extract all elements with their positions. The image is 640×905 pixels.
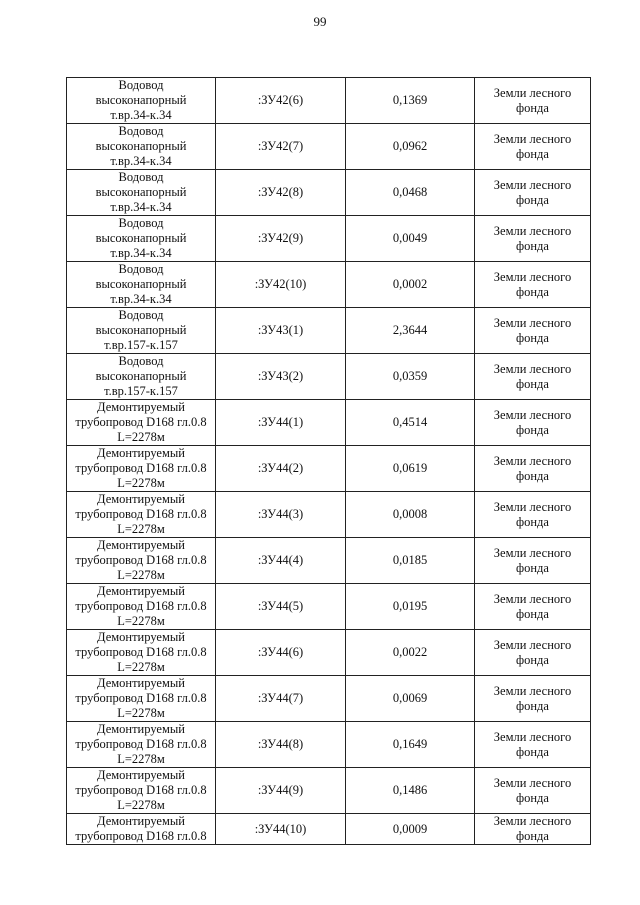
object-name-line: Демонтируемый — [97, 722, 185, 736]
object-name-line: Демонтируемый — [97, 538, 185, 552]
object-name-cell — [67, 676, 216, 722]
object-name-cell — [67, 492, 216, 538]
object-name-line: Демонтируемый — [97, 676, 185, 690]
object-name-line: высоконапорный — [95, 185, 187, 199]
object-name-cell — [67, 400, 216, 446]
land-category-cell — [475, 768, 591, 814]
object-name-line: Водовод — [118, 216, 164, 230]
land-category-cell — [475, 722, 591, 768]
object-name-cell — [67, 124, 216, 170]
land-category-line: фонда — [516, 652, 549, 667]
land-category-line: фонда — [516, 514, 549, 529]
object-name-line: высоконапорный — [95, 369, 187, 383]
area-cell: 0,1649 — [346, 722, 475, 768]
table-row — [67, 768, 591, 814]
land-category-line: Земли лесного — [493, 315, 572, 330]
land-category-line: фонда — [516, 284, 549, 299]
object-name-line: т.вр.34-к.34 — [110, 200, 172, 214]
object-name-cell — [67, 308, 216, 354]
object-name-line: L=2278м — [117, 476, 165, 490]
land-category-cell — [475, 630, 591, 676]
object-name-line: L=2278м — [117, 614, 165, 628]
object-name-line: Водовод — [118, 78, 164, 92]
area-cell: 0,4514 — [346, 400, 475, 446]
land-category-cell — [475, 676, 591, 722]
land-category-line: Земли лесного — [493, 361, 572, 376]
table-row — [67, 170, 591, 216]
table-row — [67, 446, 591, 492]
area-cell: 0,0359 — [346, 354, 475, 400]
object-name-line: т.вр.34-к.34 — [110, 154, 172, 168]
object-name-cell — [67, 262, 216, 308]
object-name-cell — [67, 768, 216, 814]
land-category-line: фонда — [516, 829, 549, 843]
object-name-cell — [67, 584, 216, 630]
table-row — [67, 814, 591, 845]
plot-code-cell: :ЗУ44(3) — [216, 492, 346, 538]
plot-code-cell: :ЗУ43(2) — [216, 354, 346, 400]
area-cell: 0,0049 — [346, 216, 475, 262]
object-name-line: т.вр.34-к.34 — [110, 292, 172, 306]
land-category-cell — [475, 124, 591, 170]
area-cell: 0,1369 — [346, 78, 475, 124]
object-name-cell — [67, 446, 216, 492]
plot-code-cell: :ЗУ44(7) — [216, 676, 346, 722]
object-name-line: Демонтируемый — [97, 584, 185, 598]
area-cell: 0,0002 — [346, 262, 475, 308]
land-category-line: фонда — [516, 560, 549, 575]
area-cell: 0,0009 — [346, 814, 475, 845]
land-category-line: Земли лесного — [493, 223, 572, 238]
object-name-line: трубопровод D168 гл.0.8 — [75, 691, 207, 705]
object-name-cell — [67, 216, 216, 262]
object-name-line: трубопровод D168 гл.0.8 — [75, 783, 207, 797]
object-name-line: трубопровод D168 гл.0.8 — [75, 553, 207, 567]
land-category-cell — [475, 354, 591, 400]
plot-code-cell: :ЗУ44(1) — [216, 400, 346, 446]
land-category-line: фонда — [516, 192, 549, 207]
land-category-line: Земли лесного — [493, 131, 572, 146]
plot-code-cell: :ЗУ42(6) — [216, 78, 346, 124]
object-name-line: трубопровод D168 гл.0.8 — [75, 829, 207, 843]
area-cell: 0,0195 — [346, 584, 475, 630]
land-category-cell — [475, 400, 591, 446]
object-name-line: Демонтируемый — [97, 446, 185, 460]
land-category-line: Земли лесного — [493, 591, 572, 606]
land-category-line: Земли лесного — [493, 499, 572, 514]
land-category-cell — [475, 446, 591, 492]
land-category-line: Земли лесного — [493, 814, 572, 828]
land-category-line: Земли лесного — [493, 269, 572, 284]
land-category-line: фонда — [516, 422, 549, 437]
object-name-line: L=2278м — [117, 522, 165, 536]
area-cell: 0,0069 — [346, 676, 475, 722]
land-plots-table — [66, 77, 591, 845]
object-name-line: Демонтируемый — [97, 630, 185, 644]
land-category-line: фонда — [516, 330, 549, 345]
object-name-line: высоконапорный — [95, 323, 187, 337]
object-name-line: трубопровод D168 гл.0.8 — [75, 415, 207, 429]
object-name-line: L=2278м — [117, 568, 165, 582]
object-name-line: Водовод — [118, 354, 164, 368]
object-name-cell — [67, 630, 216, 676]
object-name-cell — [67, 538, 216, 584]
plot-code-cell: :ЗУ43(1) — [216, 308, 346, 354]
object-name-line: L=2278м — [117, 660, 165, 674]
object-name-line: трубопровод D168 гл.0.8 — [75, 461, 207, 475]
area-cell: 0,0619 — [346, 446, 475, 492]
area-cell: 0,0008 — [346, 492, 475, 538]
plot-code-cell: :ЗУ44(5) — [216, 584, 346, 630]
land-category-line: фонда — [516, 744, 549, 759]
table-row — [67, 630, 591, 676]
object-name-cell — [67, 814, 216, 845]
table-row — [67, 216, 591, 262]
land-category-cell — [475, 814, 591, 845]
area-cell: 0,0962 — [346, 124, 475, 170]
object-name-line: высоконапорный — [95, 277, 187, 291]
object-name-line: L=2278м — [117, 752, 165, 766]
object-name-line: Демонтируемый — [97, 814, 185, 828]
land-category-line: фонда — [516, 146, 549, 161]
area-cell: 0,1486 — [346, 768, 475, 814]
object-name-line: трубопровод D168 гл.0.8 — [75, 737, 207, 751]
table-row — [67, 584, 591, 630]
land-category-line: Земли лесного — [493, 683, 572, 698]
land-category-line: фонда — [516, 790, 549, 805]
object-name-line: т.вр.157-к.157 — [104, 384, 178, 398]
land-category-line: фонда — [516, 376, 549, 391]
land-category-line: Земли лесного — [493, 545, 572, 560]
object-name-line: трубопровод D168 гл.0.8 — [75, 599, 207, 613]
table-row — [67, 354, 591, 400]
plot-code-cell: :ЗУ44(10) — [216, 814, 346, 845]
object-name-line: Водовод — [118, 124, 164, 138]
object-name-line: Водовод — [118, 170, 164, 184]
land-category-line: Земли лесного — [493, 637, 572, 652]
object-name-line: Водовод — [118, 262, 164, 276]
plot-code-cell: :ЗУ42(9) — [216, 216, 346, 262]
table-row — [67, 308, 591, 354]
object-name-line: высоконапорный — [95, 139, 187, 153]
page-number: 99 — [313, 14, 327, 29]
land-category-cell — [475, 170, 591, 216]
object-name-line: трубопровод D168 гл.0.8 — [75, 507, 207, 521]
land-category-line: фонда — [516, 698, 549, 713]
table-row — [67, 722, 591, 768]
land-category-cell — [475, 262, 591, 308]
plot-code-cell: :ЗУ42(8) — [216, 170, 346, 216]
object-name-line: т.вр.157-к.157 — [104, 338, 178, 352]
plot-code-cell: :ЗУ44(2) — [216, 446, 346, 492]
object-name-line: Демонтируемый — [97, 768, 185, 782]
plot-code-cell: :ЗУ44(6) — [216, 630, 346, 676]
land-category-cell — [475, 538, 591, 584]
plot-code-cell: :ЗУ44(4) — [216, 538, 346, 584]
table-row — [67, 400, 591, 446]
land-category-line: Земли лесного — [493, 85, 572, 100]
land-category-cell — [475, 216, 591, 262]
object-name-line: высоконапорный — [95, 231, 187, 245]
table-row — [67, 124, 591, 170]
plot-code-cell: :ЗУ42(10) — [216, 262, 346, 308]
land-category-cell — [475, 308, 591, 354]
object-name-line: Демонтируемый — [97, 400, 185, 414]
plot-code-cell: :ЗУ44(8) — [216, 722, 346, 768]
land-category-line: Земли лесного — [493, 407, 572, 422]
area-cell: 0,0468 — [346, 170, 475, 216]
land-category-line: Земли лесного — [493, 177, 572, 192]
plot-code-cell: :ЗУ44(9) — [216, 768, 346, 814]
area-cell: 0,0185 — [346, 538, 475, 584]
land-category-line: фонда — [516, 468, 549, 483]
land-category-line: Земли лесного — [493, 453, 572, 468]
land-category-cell — [475, 78, 591, 124]
land-category-cell — [475, 584, 591, 630]
table-row — [67, 676, 591, 722]
object-name-line: высоконапорный — [95, 93, 187, 107]
land-category-line: фонда — [516, 606, 549, 621]
table-body — [67, 78, 591, 845]
table-row — [67, 262, 591, 308]
land-category-line: Земли лесного — [493, 729, 572, 744]
object-name-cell — [67, 78, 216, 124]
land-category-line: Земли лесного — [493, 775, 572, 790]
plot-code-cell: :ЗУ42(7) — [216, 124, 346, 170]
object-name-line: т.вр.34-к.34 — [110, 246, 172, 260]
object-name-line: L=2278м — [117, 706, 165, 720]
table-row — [67, 538, 591, 584]
object-name-line: Демонтируемый — [97, 492, 185, 506]
object-name-line: L=2278м — [117, 798, 165, 812]
table-row — [67, 78, 591, 124]
object-name-line: трубопровод D168 гл.0.8 — [75, 645, 207, 659]
area-cell: 0,0022 — [346, 630, 475, 676]
land-category-line: фонда — [516, 238, 549, 253]
object-name-line: т.вр.34-к.34 — [110, 108, 172, 122]
land-category-line: фонда — [516, 100, 549, 115]
object-name-cell — [67, 722, 216, 768]
land-category-cell — [475, 492, 591, 538]
area-cell: 2,3644 — [346, 308, 475, 354]
table-row — [67, 492, 591, 538]
object-name-cell — [67, 354, 216, 400]
object-name-line: L=2278м — [117, 430, 165, 444]
object-name-line: Водовод — [118, 308, 164, 322]
object-name-cell — [67, 170, 216, 216]
